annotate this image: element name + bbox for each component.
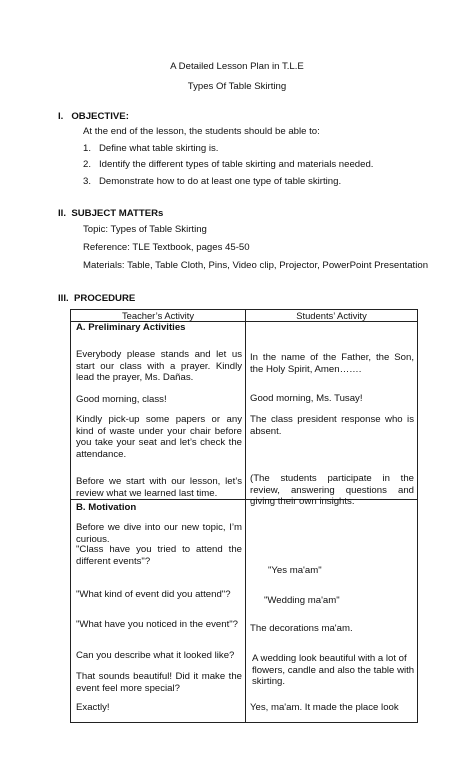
teacher-line: Before we dive into our new topic, I’m curious. — [76, 522, 242, 545]
document-subtitle: Types Of Table Skirting — [187, 81, 287, 92]
objective-intro: At the end of the lesson, the students should be able to: — [83, 126, 320, 137]
teacher-line: Everybody please stands and let us start our class with a prayer. Kindly lead the prayer, Ms. Dañas. — [76, 349, 242, 384]
student-line: "Yes ma'am" — [268, 565, 322, 576]
teacher-cell — [71, 500, 246, 723]
procedure-table — [70, 309, 418, 723]
objective-heading: I. OBJECTIVE: — [58, 111, 129, 122]
student-line: (The students participate in the review, answering questions and giving their own insights. — [250, 473, 414, 508]
section-a-title: A. Preliminary Activities — [76, 322, 186, 333]
students-cell — [246, 322, 418, 508]
subject-reference: Reference: TLE Textbook, pages 45-50 — [83, 242, 250, 253]
teacher-line: Exactly! — [76, 702, 110, 713]
student-line: Yes, ma'am. It made the place look — [250, 702, 399, 713]
student-line: The decorations ma'am. — [250, 623, 353, 634]
table-row-motivation — [71, 500, 418, 723]
document-title: A Detailed Lesson Plan in T.L.E — [170, 61, 304, 72]
objective-item: Demonstrate how to do at least one type of table skirting. — [99, 176, 342, 187]
student-line: The class president response who is absent. — [250, 414, 414, 437]
teacher-activity-header: Teacher’s Activity — [71, 310, 246, 322]
objective-item: Identify the different types of table skirting and materials needed. — [99, 159, 374, 170]
teacher-line: That sounds beautiful! Did it make the event feel more special? — [76, 671, 242, 694]
student-line: In the name of the Father, the Son, the Holy Spirit, Amen……. — [250, 352, 414, 375]
subject-topic: Topic: Types of Table Skirting — [83, 224, 207, 235]
objective-item-num: 1. — [83, 143, 92, 154]
objective-item-num: 3. — [83, 176, 92, 187]
teacher-line: Can you describe what it looked like? — [76, 650, 235, 661]
student-line: "Wedding ma'am" — [264, 595, 340, 606]
teacher-line: Before we start with our lesson, let’s review what we learned last time. — [76, 476, 242, 499]
subject-heading: II. SUBJECT MATTERs — [58, 208, 164, 219]
subject-materials: Materials: Table, Table Cloth, Pins, Video clip, Projector, PowerPoint Presentation — [83, 260, 429, 271]
procedure-heading: III. PROCEDURE — [58, 293, 136, 304]
objective-item-num: 2. — [83, 159, 92, 170]
objective-item: Define what table skirting is. — [99, 143, 219, 154]
student-line: A wedding look beautiful with a lot of flowers, candle and also the table with skirting. — [252, 653, 415, 688]
teacher-line: "What kind of event did you attend"? — [76, 589, 231, 600]
teacher-line: "Class have you tried to attend the different events"? — [76, 544, 242, 567]
teacher-line: Kindly pick-up some papers or any kind of waste under your chair before you take your seat and let’s check the attendance. — [76, 414, 242, 461]
teacher-cell — [71, 322, 246, 500]
students-cell — [246, 500, 418, 723]
students-activity-header: Students’ Activity — [246, 310, 418, 322]
teacher-line: "What have you noticed in the event"? — [76, 619, 239, 630]
section-b-title: B. Motivation — [76, 502, 137, 513]
table-row-preliminary — [71, 322, 418, 500]
table-header-row — [71, 310, 418, 322]
student-line: Good morning, Ms. Tusay! — [250, 393, 363, 404]
teacher-line: Good morning, class! — [76, 394, 167, 405]
